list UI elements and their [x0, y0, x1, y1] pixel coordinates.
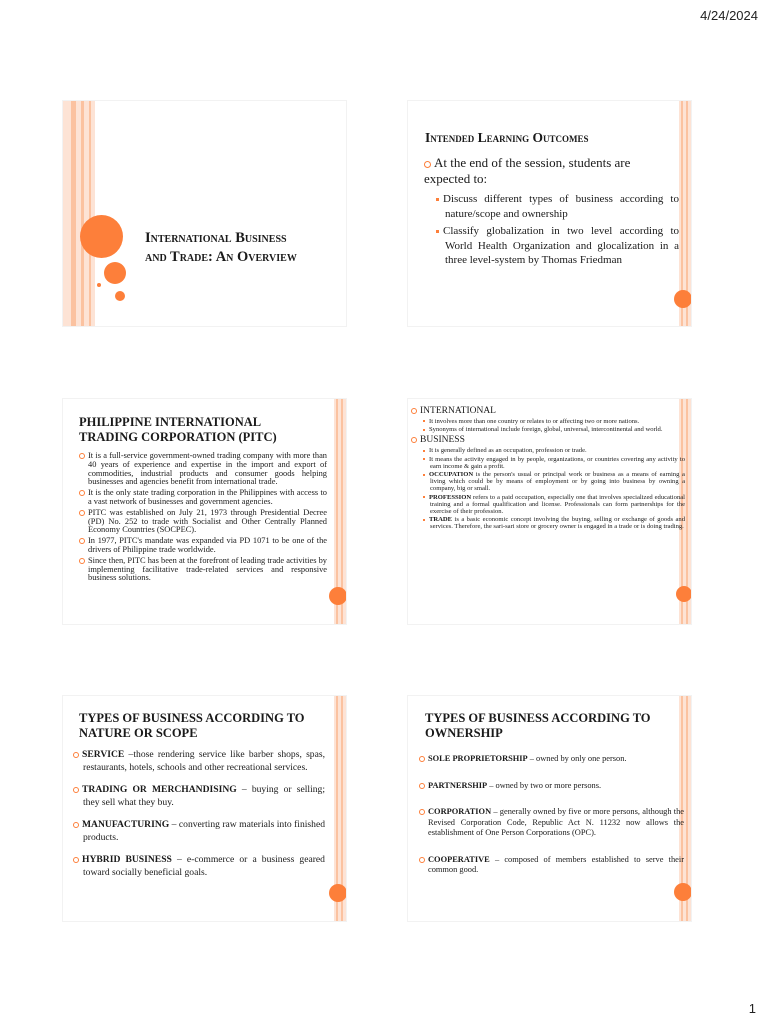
bullet-icon [423, 429, 425, 431]
nature-item: MANUFACTURING – converting raw materials into finished products. [73, 819, 325, 844]
bullet-icon [73, 822, 79, 828]
pitc-list [79, 452, 327, 583]
definition-item: It is generally defined as an occupation, profession or trade. [423, 447, 685, 454]
bullet-icon [423, 458, 425, 460]
ownership-list [419, 754, 684, 876]
slide-learning-outcomes [408, 101, 691, 326]
bullet-icon [411, 437, 417, 443]
slide-heading: TYPES OF BUSINESS ACCORDING TO NATURE OR SCOPE [79, 711, 305, 740]
ownership-item: SOLE PROPRIETORSHIP – owned by only one person. [419, 754, 684, 765]
bullet-icon [419, 809, 425, 815]
title-line-1: International Business [145, 230, 287, 246]
decor-circle [674, 883, 691, 901]
slide-types-nature [63, 696, 346, 921]
ownership-item: CORPORATION – generally owned by five or more persons, although the Revised Corporation Code, Republic Act N. 11232 now allows the establishment of One Person Corporations (OPC). [419, 807, 684, 839]
nature-item: SERVICE –those rendering service like barber shops, spas, restaurants, hotels, schools and other recreational services. [73, 749, 325, 774]
bullet-icon [424, 161, 431, 168]
bullet-icon [73, 752, 79, 758]
nature-item: TRADING OR MERCHANDISING – buying or selling; they sell what they buy. [73, 784, 325, 809]
decor-circle-medium [104, 262, 126, 284]
decor-circle [329, 587, 346, 605]
slide-heading: PHILIPPINE INTERNATIONAL TRADING CORPORATION (PITC) [79, 415, 277, 444]
definition-item: OCCUPATION is the person's usual or principal work or business as a means of earning a living which could be by means of employment or by going into business by owning a company, big or small. [423, 471, 685, 493]
nature-list [73, 749, 325, 879]
bullet-icon [73, 787, 79, 793]
intro-text: At the end of the session, students are expected to: [424, 155, 631, 186]
slide-heading: TYPES OF BUSINESS ACCORDING TO OWNERSHIP [425, 711, 651, 740]
definition-item: Synonyms of international include foreign, global, universal, intercontinental and world. [423, 426, 685, 433]
bullet-icon [423, 420, 425, 422]
business-list [411, 447, 685, 530]
international-heading: INTERNATIONAL [411, 405, 685, 417]
slide-types-ownership [408, 696, 691, 921]
bullet-icon [79, 538, 85, 544]
slide-title-text [145, 229, 340, 267]
bullet-icon [419, 756, 425, 762]
business-heading: BUSINESS [411, 434, 685, 446]
bullet-icon [419, 857, 425, 863]
bullet-icon [436, 230, 439, 233]
decor-circle-large [80, 215, 123, 258]
bullet-icon [79, 510, 85, 516]
decor-stripe [89, 101, 91, 326]
definition-item: It involves more than one country or relates to or affecting two or more nations. [423, 418, 685, 425]
pitc-item: It is the only state trading corporation in the Philippines with access to a vast network of businesses and government agencies. [79, 489, 327, 507]
decor-circle-tiny [97, 283, 101, 287]
decor-stripe [71, 101, 76, 326]
nature-item: HYBRID BUSINESS – e-commerce or a business geared toward socially beneficial goals. [73, 854, 325, 879]
decor-circle [676, 586, 691, 602]
bullet-icon [79, 490, 85, 496]
ownership-item: PARTNERSHIP – owned by two or more persons. [419, 781, 684, 792]
decor-circle-small [115, 291, 125, 301]
international-list [411, 418, 685, 433]
slide-title [63, 101, 346, 326]
outcomes-intro [424, 155, 679, 187]
definition-item: TRADE is a basic economic concept involving the buying, selling or exchange of goods and services. Therefore, the sari-sari store or grocery owner is engaged in a trade or is doing trading. [423, 516, 685, 530]
bullet-icon [423, 496, 425, 498]
bullet-icon [79, 453, 85, 459]
bullet-icon [79, 558, 85, 564]
bullet-icon [73, 857, 79, 863]
outcome-item: Classify globalization in two level according to World Health Organization and glocalization in a three level-system by Thomas Friedman [436, 224, 679, 268]
pitc-item: It is a full-service government-owned trading company with more than 40 years of experience and expertise in the import and export of commodities, industrial products and consumer goods helping businesses and agencies benefit from international trade. [79, 452, 327, 487]
pitc-item: In 1977, PITC's mandate was expanded via PD 1071 to be one of the drivers of Philippine trade worldwide. [79, 537, 327, 555]
definition-item: PROFESSION refers to a paid occupation, especially one that involves specialized educational training and a formal qualification and license. Professionals can form partnerships for the exercise of their profession. [423, 494, 685, 516]
ownership-item: COOPERATIVE – composed of members established to serve their common good. [419, 855, 684, 876]
pitc-item: PITC was established on July 21, 1973 through Presidential Decree (PD) No. 252 to trade with Socialist and Other Centrally Planned Economy Countries (SOCPEC). [79, 509, 327, 535]
slide-heading: Intended Learning Outcomes [425, 130, 589, 145]
decor-circle [329, 884, 346, 902]
bullet-icon [423, 519, 425, 521]
pitc-item: Since then, PITC has been at the forefront of leading trade activities by implementing facilitative trade-related services and responsive business solutions. [79, 557, 327, 583]
outcome-item: Discuss different types of business according to nature/scope and ownership [436, 192, 679, 221]
print-date: 4/24/2024 [700, 8, 758, 23]
decor-stripe [81, 101, 84, 326]
bullet-icon [423, 450, 425, 452]
outcomes-list [436, 192, 679, 268]
bullet-icon [419, 783, 425, 789]
definition-item: It means the activity engaged in by people, organizations, or countries covering any activity to earn income & gain a profit. [423, 456, 685, 470]
slide-definitions [408, 399, 691, 624]
title-line-2: and Trade: An Overview [145, 249, 297, 265]
bullet-icon [411, 408, 417, 414]
definitions-content [411, 405, 685, 532]
decor-circle [674, 290, 691, 308]
slide-pitc [63, 399, 346, 624]
bullet-icon [436, 198, 439, 201]
bullet-icon [423, 474, 425, 476]
page-number: 1 [748, 1001, 756, 1016]
